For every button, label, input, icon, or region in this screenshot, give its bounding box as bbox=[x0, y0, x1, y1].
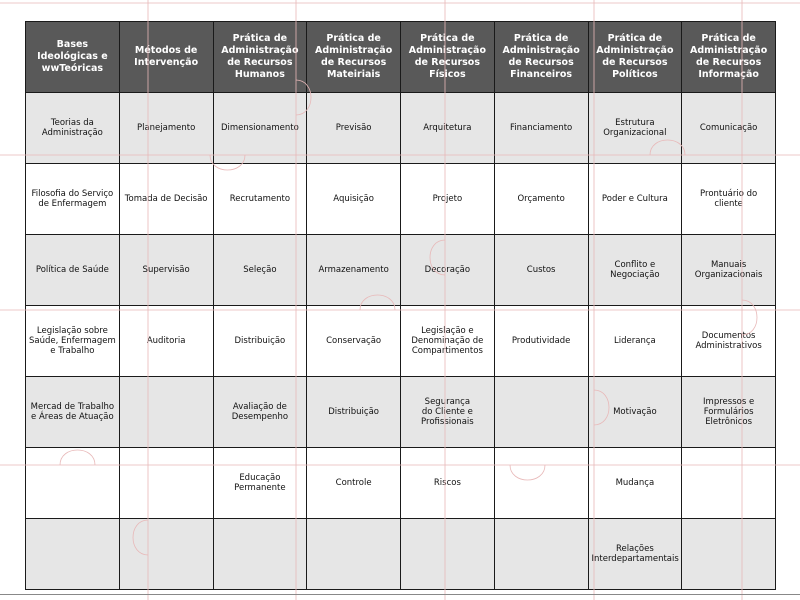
table-cell bbox=[682, 519, 776, 590]
table-row bbox=[26, 306, 776, 377]
cell-text: Recrutamento bbox=[229, 194, 291, 204]
cell-text: Legislação e Denominação de Compartimentos bbox=[411, 326, 484, 356]
cell-text: Aquisição bbox=[333, 194, 374, 204]
table-cell bbox=[494, 164, 588, 235]
table-cell bbox=[213, 235, 307, 306]
table-cell bbox=[682, 164, 776, 235]
cell-text: Decoração bbox=[424, 265, 471, 275]
cell-text: Orçamento bbox=[517, 194, 565, 204]
cell-text: Poder e Cultura bbox=[601, 194, 668, 204]
header-cell bbox=[494, 22, 588, 93]
cell-text: Dimensionamento bbox=[220, 123, 299, 133]
header-row bbox=[26, 22, 776, 93]
cell-text: Custos bbox=[526, 265, 556, 275]
table-cell bbox=[401, 93, 495, 164]
table-cell bbox=[494, 377, 588, 448]
cell-text: Distribuição bbox=[328, 407, 379, 417]
cell-text: Armazenamento bbox=[318, 265, 389, 275]
header-cell bbox=[26, 22, 120, 93]
cell-text: Impressos e Formulários Eletrônicos bbox=[703, 397, 755, 427]
table-cell bbox=[307, 164, 401, 235]
cell-text: Política de Saúde bbox=[35, 265, 109, 275]
table-cell bbox=[588, 235, 682, 306]
table-cell bbox=[494, 235, 588, 306]
cell-text: Previsão bbox=[335, 123, 372, 133]
table-cell bbox=[26, 377, 120, 448]
table-cell bbox=[213, 519, 307, 590]
cell-text: Filosofia do Serviço de Enfermagem bbox=[31, 189, 114, 209]
table-cell bbox=[26, 519, 120, 590]
cell-text: Liderança bbox=[614, 336, 656, 346]
table-cell bbox=[26, 448, 120, 519]
table-cell bbox=[119, 306, 213, 377]
header-cell bbox=[119, 22, 213, 93]
table-cell bbox=[401, 164, 495, 235]
table-row bbox=[26, 448, 776, 519]
table-cell bbox=[213, 306, 307, 377]
table-cell bbox=[119, 377, 213, 448]
table-cell bbox=[26, 235, 120, 306]
table-cell bbox=[26, 93, 120, 164]
header-cell bbox=[401, 22, 495, 93]
table-cell bbox=[213, 377, 307, 448]
table-cell bbox=[307, 93, 401, 164]
cell-text: Supervisão bbox=[142, 265, 190, 275]
cell-text: Projeto bbox=[432, 194, 463, 204]
cell-text: Riscos bbox=[433, 478, 461, 488]
cell-text: Conflito e Negociação bbox=[610, 260, 660, 280]
table-cell bbox=[588, 306, 682, 377]
cell-text: Auditoria bbox=[146, 336, 186, 346]
cell-text: Conservação bbox=[326, 336, 382, 346]
cell-text: Seleção bbox=[243, 265, 277, 275]
administration-table bbox=[25, 21, 776, 590]
header-cell bbox=[682, 22, 776, 93]
table-cell bbox=[401, 235, 495, 306]
header-cell bbox=[213, 22, 307, 93]
table-cell bbox=[119, 519, 213, 590]
table-cell bbox=[213, 93, 307, 164]
table-cell bbox=[307, 519, 401, 590]
header-text: Métodos de Intervenção bbox=[134, 45, 199, 68]
header-text: Prática de Administração de Recursos Mateiriais bbox=[315, 33, 393, 80]
table-cell bbox=[401, 448, 495, 519]
table-cell bbox=[307, 235, 401, 306]
cell-text: Tomada de Decisão bbox=[124, 194, 208, 204]
cell-text: Documentos Administrativos bbox=[695, 331, 762, 351]
table-cell bbox=[682, 377, 776, 448]
table-cell bbox=[307, 306, 401, 377]
table-cell bbox=[119, 235, 213, 306]
cell-text: Educação Permanente bbox=[234, 473, 286, 493]
table-cell bbox=[307, 377, 401, 448]
cell-text: Prontuário do cliente bbox=[700, 189, 758, 209]
table-cell bbox=[401, 377, 495, 448]
table-cell bbox=[401, 306, 495, 377]
table-cell bbox=[494, 306, 588, 377]
cell-text: Segurança do Cliente e Profissionais bbox=[421, 397, 474, 427]
header-text: Prática de Administração de Recursos Humanos bbox=[221, 33, 299, 80]
table-cell bbox=[119, 164, 213, 235]
table-row bbox=[26, 235, 776, 306]
table-cell bbox=[401, 519, 495, 590]
cell-text: Arquitetura bbox=[423, 123, 472, 133]
table-cell bbox=[682, 235, 776, 306]
header-text: Prática de Administração de Recursos Físicos bbox=[408, 33, 486, 80]
table-cell bbox=[588, 93, 682, 164]
cell-text: Manuais Organizacionais bbox=[694, 260, 763, 280]
table-cell bbox=[588, 164, 682, 235]
table-cell bbox=[588, 519, 682, 590]
table-cell bbox=[26, 164, 120, 235]
table-cell bbox=[494, 93, 588, 164]
header-cell bbox=[307, 22, 401, 93]
header-text: Prática de Administração de Recursos Financeiros bbox=[502, 33, 580, 80]
cell-text: Financiamento bbox=[509, 123, 573, 133]
table-row bbox=[26, 164, 776, 235]
table-cell bbox=[213, 448, 307, 519]
header-text: Prática de Administração de Recursos Informação bbox=[690, 33, 768, 80]
header-cell bbox=[588, 22, 682, 93]
table-row bbox=[26, 93, 776, 164]
cell-text: Controle bbox=[335, 478, 372, 488]
table-cell bbox=[588, 448, 682, 519]
cell-text: Mudança bbox=[615, 478, 655, 488]
header-text: Bases Ideológicas e wwTeóricas bbox=[37, 39, 108, 74]
cell-text: Planejamento bbox=[136, 123, 196, 133]
cell-text: Relações Interdepartamentais bbox=[591, 544, 679, 564]
table-cell bbox=[119, 93, 213, 164]
table-cell bbox=[682, 306, 776, 377]
table-row bbox=[26, 519, 776, 590]
bottom-divider bbox=[0, 594, 800, 595]
cell-text: Comunicação bbox=[699, 123, 758, 133]
cell-text: Motivação bbox=[613, 407, 657, 417]
table-cell bbox=[213, 164, 307, 235]
cell-text: Avaliação de Desempenho bbox=[231, 402, 289, 422]
header-text: Prática de Administração de Recursos Políticos bbox=[596, 33, 674, 80]
cell-text: Distribuição bbox=[234, 336, 286, 346]
cell-text: Estrutura Organizacional bbox=[603, 118, 667, 138]
table-cell bbox=[119, 448, 213, 519]
table-cell bbox=[494, 519, 588, 590]
table-row bbox=[26, 377, 776, 448]
cell-text: Teorias da Administração bbox=[41, 118, 103, 138]
table-cell bbox=[307, 448, 401, 519]
cell-text: Legislação sobre Saúde, Enfermagem e Trabalho bbox=[29, 326, 116, 356]
cell-text: Mercad de Trabalho e Áreas de Atuação bbox=[30, 402, 115, 422]
table-cell bbox=[682, 93, 776, 164]
cell-text: Produtividade bbox=[511, 336, 571, 346]
table-cell bbox=[494, 448, 588, 519]
table-cell bbox=[26, 306, 120, 377]
table-cell bbox=[588, 377, 682, 448]
table-cell bbox=[682, 448, 776, 519]
